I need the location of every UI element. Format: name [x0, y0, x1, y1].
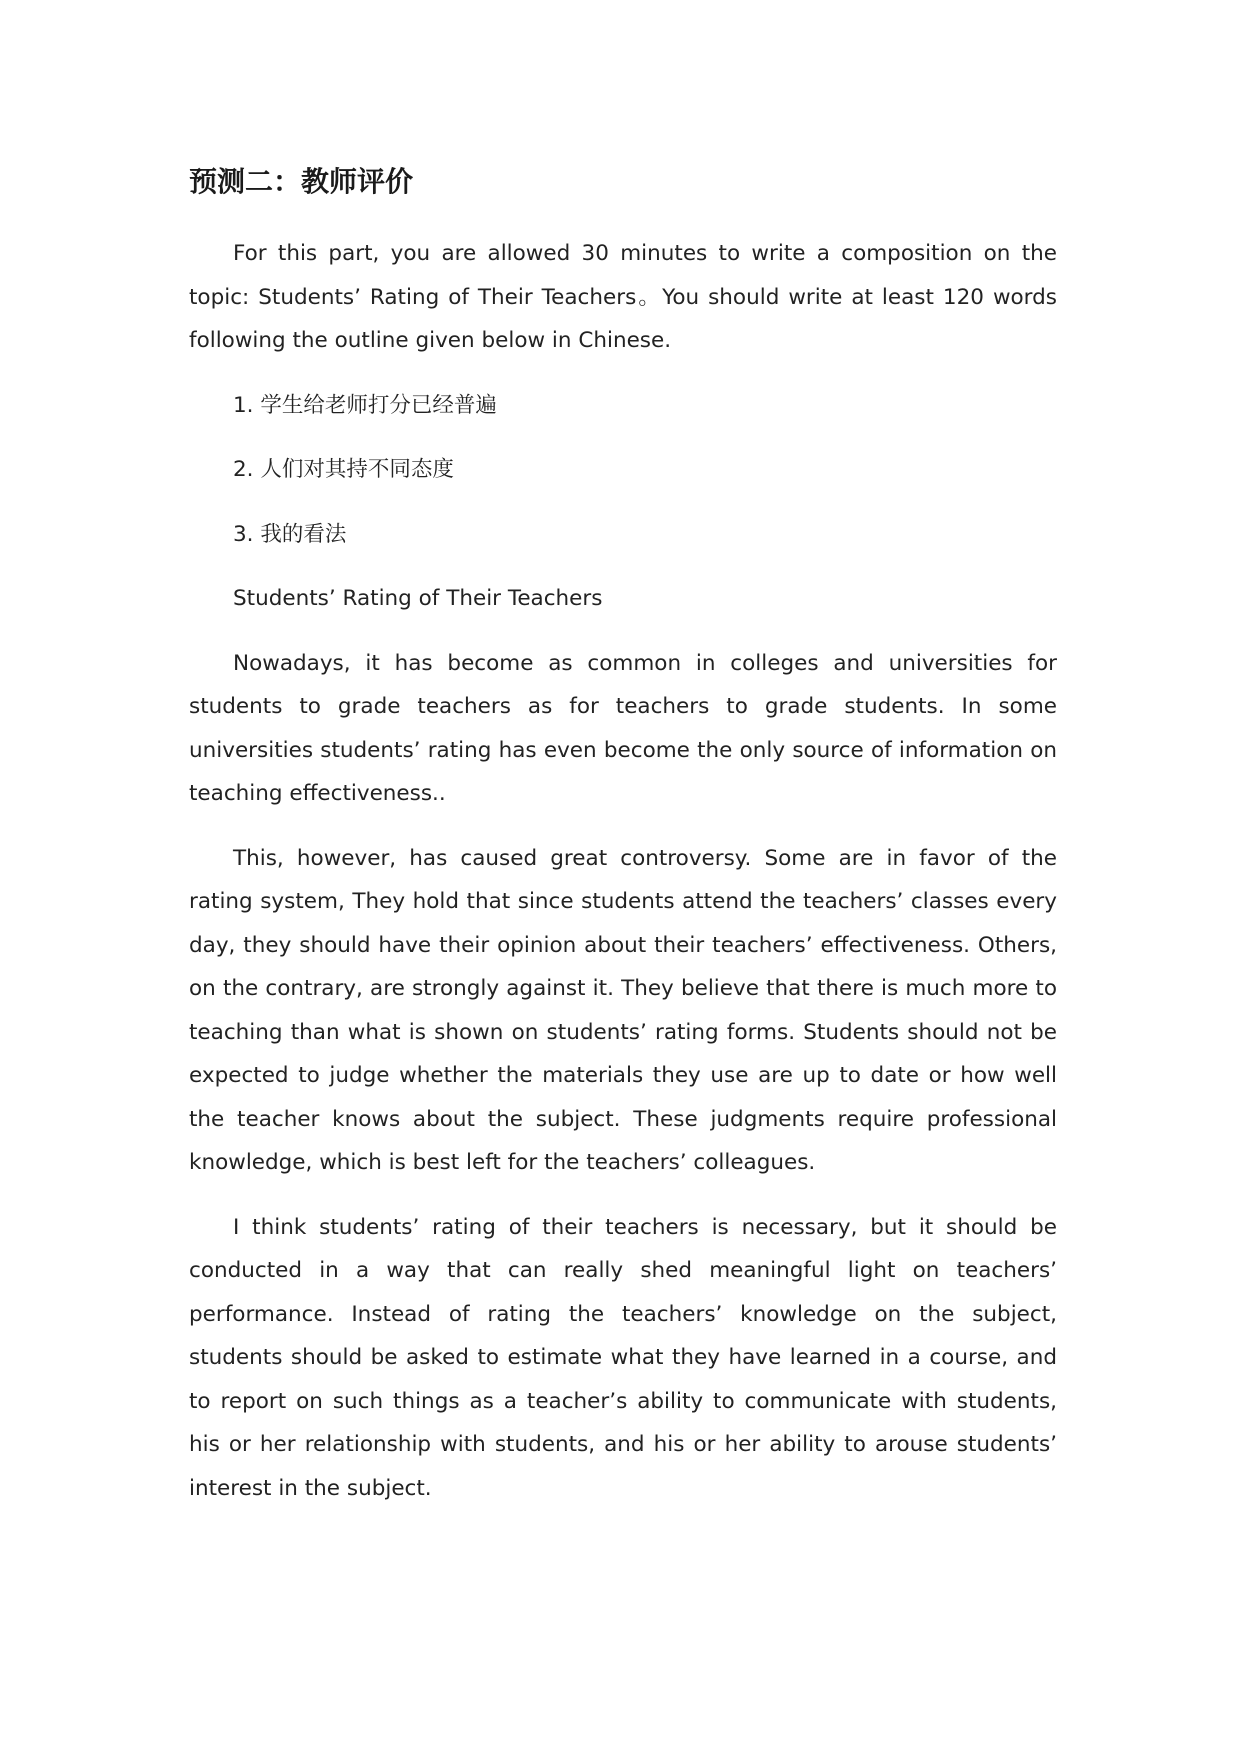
essay-paragraph: Nowadays, it has become as common in colleges and universities for students to grade teachers as for teachers to grade students. In some universities students’ rating has even become the only source of information on teaching effectiveness.. [189, 650, 1057, 806]
outline-list [189, 384, 1057, 557]
outline-item: 3. 我的看法 [233, 521, 347, 547]
essay-paragraph: This, however, has caused great controversy. Some are in favor of the rating system, They hold that since students attend the teachers’ classes every day, they should have their opinion about their teachers’ effectiveness. Others, on the contrary, are strongly against it. They believe that there is much more to teaching than what is shown on students’ rating forms. Students should not be expected to judge whether the materials they use are up to date or how well the teacher knows about the subject. These judgments require professional knowledge, which is best left for the teachers’ colleagues. [189, 845, 1057, 1175]
document-page [189, 160, 1057, 1531]
essay-title: Students’ Rating of Their Teachers [233, 586, 603, 611]
document-title: 预测二：教师评价 [189, 165, 414, 198]
instructions-paragraph: For this part, you are allowed 30 minutes to write a composition on the topic: Students’ Rating of Their Teachers。You should write at least 120 words following the outline given below in Chinese. [189, 241, 1057, 353]
outline-item: 1. 学生给老师打分已经普遍 [233, 392, 497, 418]
outline-item: 2. 人们对其持不同态度 [233, 457, 454, 482]
essay-paragraph: I think students’ rating of their teachers is necessary, but it should be conducted in a way that can really shed meaningful light on teachers’ performance. Instead of rating the teachers’ knowledge on the subject, students should be asked to estimate what they have learned in a course, and to report on such things as a teacher’s ability to communicate with students, his or her relationship with students, and his or her ability to arouse students’ interest in the subject. [189, 1214, 1057, 1501]
